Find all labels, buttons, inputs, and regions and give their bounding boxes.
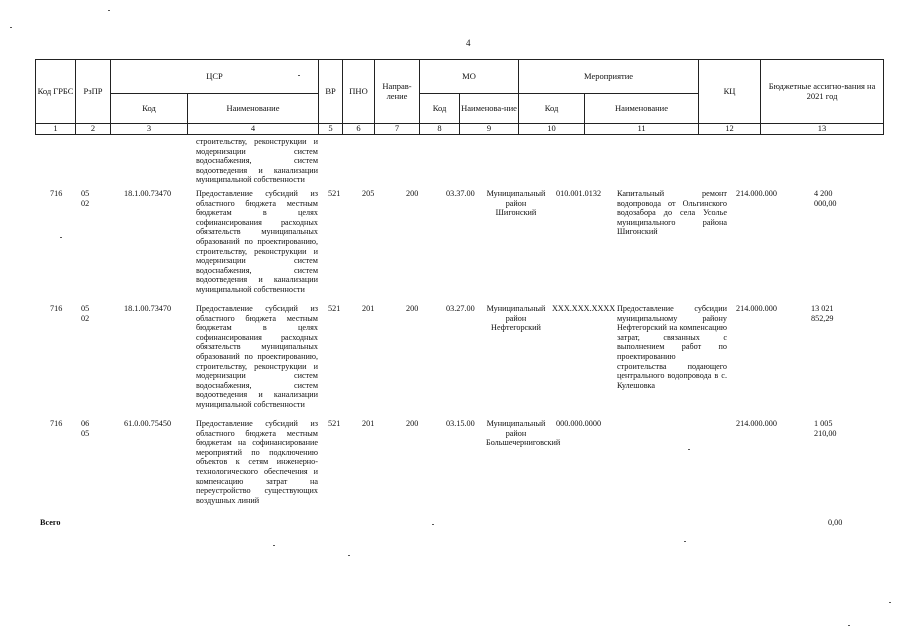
cell-pno: 201 — [362, 304, 375, 313]
cell-mo-name: Муниципальный район Большечерниговский — [486, 419, 561, 448]
cell-grbs: 716 — [50, 189, 63, 198]
header-kod-grbs: Код ГРБС — [36, 60, 76, 124]
cell-grbs: 716 — [50, 419, 63, 428]
cell-napr: 200 — [406, 419, 419, 428]
cell-pno: 201 — [362, 419, 375, 428]
column-number: 13 — [761, 124, 884, 135]
header-napr: Направ-ление — [375, 60, 420, 124]
cell-mer-name: Предоставление субсидии муниципальному району Нефтегорский на компенсацию затрат, связанных с выполнением работ по проектированию строительства подающего центрального водопровода в с. Кулешовка — [617, 304, 727, 390]
column-number: 2 — [76, 124, 111, 135]
scan-speck — [273, 545, 275, 546]
cell-csr-name: Предоставление субсидий из областного бюджета местным бюджетам в целях софинансирования расходных обязательств муниципальных образований по проектированию, строительству, реконструкции и модернизации систем водоснабжения, систем водоотведения и канализации муниципальной собственности — [196, 304, 318, 409]
header-csr-name: Наименование — [188, 94, 319, 124]
header-csr-kod: Код — [111, 94, 188, 124]
column-number: 3 — [111, 124, 188, 135]
cell-vr: 521 — [328, 419, 341, 428]
column-number: 9 — [460, 124, 519, 135]
header-mo-kod: Код — [420, 94, 460, 124]
header-mo-name: Наименова-ние — [460, 94, 519, 124]
continuation-text: строительству, реконструкции и модернизации систем водоснабжения, систем водоотведения и канализации муниципальной собственности — [196, 137, 318, 185]
column-number: 5 — [319, 124, 343, 135]
cell-rzpr: 05 02 — [81, 304, 90, 323]
header-budget: Бюджетные ассигно-вания на 2021 год — [761, 60, 884, 124]
scan-speck — [889, 602, 891, 603]
cell-napr: 200 — [406, 304, 419, 313]
scan-speck — [108, 10, 110, 11]
cell-rzpr: 05 02 — [81, 189, 90, 208]
cell-csr-code: 18.1.00.73470 — [124, 304, 172, 313]
header-rzpr: РзПР — [76, 60, 111, 124]
column-number: 11 — [585, 124, 699, 135]
header-kc: КЦ — [699, 60, 761, 124]
header-mer-kod: Код — [519, 94, 585, 124]
total-label: Всего — [40, 518, 61, 527]
scan-speck — [10, 27, 12, 28]
scan-speck — [60, 237, 62, 238]
column-number: 7 — [375, 124, 420, 135]
scan-speck — [848, 625, 850, 626]
cell-mo-name: Муниципальный район Нефтегорский — [486, 304, 546, 333]
scan-speck — [432, 524, 434, 525]
cell-mer-code: 010.001.0132 — [556, 189, 602, 198]
scan-speck — [688, 449, 690, 450]
cell-rzpr: 06 05 — [81, 419, 90, 438]
column-number: 8 — [420, 124, 460, 135]
column-number: 10 — [519, 124, 585, 135]
cell-kc: 214.000.000 — [736, 419, 777, 428]
cell-grbs: 716 — [50, 304, 63, 313]
cell-pno: 205 — [362, 189, 375, 198]
cell-mo-name: Муниципальный район Шигонский — [486, 189, 546, 218]
page-number: 4 — [466, 38, 471, 48]
cell-csr-code: 61.0.00.75450 — [124, 419, 172, 428]
cell-napr: 200 — [406, 189, 419, 198]
table-header — [35, 59, 884, 135]
header-mer-name: Наименование — [585, 94, 699, 124]
total-value: 0,00 — [828, 518, 843, 527]
cell-mer-code: XXX.XXX.XXXX — [552, 304, 616, 313]
header-pno: ПНО — [343, 60, 375, 124]
cell-csr-name: Предоставление субсидий из областного бюджета местным бюджетам на софинансирование мероприятий по подключению объектов к сетям инженерно-технологического обеспечения и компенсацию затрат на переустройство существующих воздушных линий — [196, 419, 318, 505]
cell-mo-code: 03.27.00 — [446, 304, 475, 313]
header-mo: МО — [420, 60, 519, 94]
scan-speck — [684, 541, 686, 542]
cell-mer-code: 000.000.0000 — [556, 419, 602, 428]
cell-amount: 4 200 000,00 — [814, 189, 837, 208]
column-number: 1 — [36, 124, 76, 135]
cell-vr: 521 — [328, 189, 341, 198]
cell-csr-name: Предоставление субсидий из областного бюджета местным бюджетам в целях софинансирования расходных обязательств муниципальных образований по проектированию, строительству, реконструкции и модернизации систем водоснабжения, систем водоотведения и канализации муниципальной собственности — [196, 189, 318, 294]
cell-mer-name: Капитальный ремонт водопровода от Ольгинского водозабора до села Усолье муниципального района Шигонский — [617, 189, 727, 237]
cell-amount: 13 021 852,29 — [811, 304, 834, 323]
header-csr: ЦСР — [111, 60, 319, 94]
column-number: 12 — [699, 124, 761, 135]
cell-mo-code: 03.15.00 — [446, 419, 475, 428]
header-vr: ВР — [319, 60, 343, 124]
cell-kc: 214.000.000 — [736, 189, 777, 198]
scan-speck — [348, 555, 350, 556]
column-number: 4 — [188, 124, 319, 135]
cell-mo-code: 03.37.00 — [446, 189, 475, 198]
cell-csr-code: 18.1.00.73470 — [124, 189, 172, 198]
header-mer: Мероприятие — [519, 60, 699, 94]
cell-vr: 521 — [328, 304, 341, 313]
cell-kc: 214.000.000 — [736, 304, 777, 313]
scan-speck — [298, 75, 300, 76]
cell-amount: 1 005 210,00 — [814, 419, 837, 438]
column-number: 6 — [343, 124, 375, 135]
